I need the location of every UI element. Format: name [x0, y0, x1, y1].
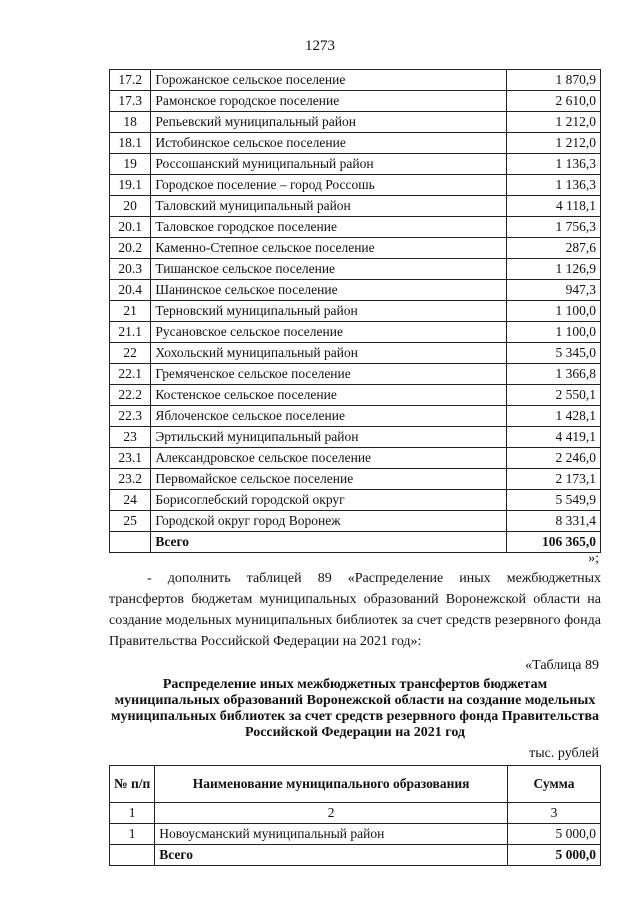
row-number: 20.3 — [110, 259, 151, 280]
row-name: Тишанское сельское поселение — [151, 259, 507, 280]
table-row — [110, 469, 601, 490]
row-name: Шанинское сельское поселение — [151, 280, 507, 301]
row-number: 17.3 — [110, 91, 151, 112]
row-value: 1 100,0 — [507, 301, 601, 322]
row-name: Борисоглебский городской округ — [151, 490, 507, 511]
page-number: 1273 — [305, 38, 335, 54]
table-row — [110, 238, 601, 259]
row-number: 23.2 — [110, 469, 151, 490]
row-value: 287,6 — [507, 238, 601, 259]
table-row — [110, 385, 601, 406]
row-number: 20 — [110, 196, 151, 217]
table-row — [110, 364, 601, 385]
end-quote: »; — [588, 551, 599, 566]
row-value: 5 549,9 — [507, 490, 601, 511]
row-value: 2 550,1 — [507, 385, 601, 406]
table-row — [110, 427, 601, 448]
table-row — [110, 70, 601, 91]
row-name: Терновский муниципальный район — [151, 301, 507, 322]
amendment-paragraph: - дополнить таблицей 89 «Распределение иных межбюджетных трансфертов бюджетам муниципальных образований Воронежской области на создание модельных муниципальных библиотек за счет средств резервного фонда Правительства Российской Федерации на 2021 год»: — [109, 571, 601, 649]
row-number: 18.1 — [110, 133, 151, 154]
header-num: № п/п — [110, 766, 155, 803]
row-value: 1 212,0 — [507, 133, 601, 154]
table-row — [110, 301, 601, 322]
row-name: Городской округ город Воронеж — [151, 511, 507, 532]
row-number: 25 — [110, 511, 151, 532]
table-row — [110, 154, 601, 175]
row-name: Горожанское сельское поселение — [151, 70, 507, 91]
row-value: 947,3 — [507, 280, 601, 301]
library-transfers-table — [109, 765, 601, 866]
row-number: 21.1 — [110, 322, 151, 343]
row-value: 1 366,8 — [507, 364, 601, 385]
table-row — [110, 217, 601, 238]
row-name: Таловское городское поселение — [151, 217, 507, 238]
row-name: Россошанский муниципальный район — [151, 154, 507, 175]
row-name: Таловский муниципальный район — [151, 196, 507, 217]
row-number: 22.3 — [110, 406, 151, 427]
header-name: Наименование муниципального образования — [155, 766, 508, 803]
row-value: 8 331,4 — [507, 511, 601, 532]
table-row — [110, 490, 601, 511]
row-value: 1 136,3 — [507, 175, 601, 196]
units-label: тыс. рублей — [529, 746, 599, 761]
row-value: 1 428,1 — [507, 406, 601, 427]
table-title: Распределение иных межбюджетных трансфертов бюджетам муниципальных образований Воронежской области на создание модельных муниципальных библиотек за счет средств резервного фонда Правительства Российской Федерации на 2021 год — [110, 677, 600, 740]
row-value: 1 870,9 — [507, 70, 601, 91]
row-value: 2 173,1 — [507, 469, 601, 490]
total-value: 106 365,0 — [507, 532, 601, 553]
table-row — [110, 112, 601, 133]
row-number: 19 — [110, 154, 151, 175]
row-name: Репьевский муниципальный район — [151, 112, 507, 133]
table-row — [110, 343, 601, 364]
index-row: 1 2 3 — [110, 803, 601, 824]
header-sum: Сумма — [508, 766, 601, 803]
table-row — [110, 448, 601, 469]
row-number: 23 — [110, 427, 151, 448]
row-value: 5 345,0 — [507, 343, 601, 364]
row-number: 22 — [110, 343, 151, 364]
row-value: 1 136,3 — [507, 154, 601, 175]
table-row: 1 Новоусманский муниципальный район 5 000,0 — [110, 824, 601, 845]
districts-table — [109, 69, 601, 553]
row-number: 22.1 — [110, 364, 151, 385]
total-row — [110, 532, 601, 553]
table-row — [110, 196, 601, 217]
row-name: Эртильский муниципальный район — [151, 427, 507, 448]
table-row — [110, 133, 601, 154]
row-value: 1 212,0 — [507, 112, 601, 133]
table-row — [110, 322, 601, 343]
row-name: Гремяченское сельское поселение — [151, 364, 507, 385]
row-name: Истобинское сельское поселение — [151, 133, 507, 154]
row-number: 20.2 — [110, 238, 151, 259]
row-name: Первомайское сельское поселение — [151, 469, 507, 490]
row-number: 23.1 — [110, 448, 151, 469]
row-value: 2 246,0 — [507, 448, 601, 469]
table-row — [110, 406, 601, 427]
row-number: 22.2 — [110, 385, 151, 406]
row-value: 2 610,0 — [507, 91, 601, 112]
row-value: 1 756,3 — [507, 217, 601, 238]
row-number: 19.1 — [110, 175, 151, 196]
row-name: Александровское сельское поселение — [151, 448, 507, 469]
row-value: 4 419,1 — [507, 427, 601, 448]
row-name: Рамонское городское поселение — [151, 91, 507, 112]
table-row — [110, 511, 601, 532]
row-number: 24 — [110, 490, 151, 511]
row-name: Каменно-Степное сельское поселение — [151, 238, 507, 259]
table-label: «Таблица 89 — [525, 658, 599, 673]
row-name: Русановское сельское поселение — [151, 322, 507, 343]
row-name: Городское поселение – город Россошь — [151, 175, 507, 196]
table-row — [110, 259, 601, 280]
row-value: 1 126,9 — [507, 259, 601, 280]
row-number: 17.2 — [110, 70, 151, 91]
row-name: Хохольский муниципальный район — [151, 343, 507, 364]
table-row — [110, 280, 601, 301]
row-number: 20.4 — [110, 280, 151, 301]
row-name: Яблоченское сельское поселение — [151, 406, 507, 427]
row-number: 21 — [110, 301, 151, 322]
total-row: Всего 5 000,0 — [110, 845, 601, 866]
row-number: 20.1 — [110, 217, 151, 238]
row-number: 18 — [110, 112, 151, 133]
header-row — [110, 766, 601, 803]
row-value: 1 100,0 — [507, 322, 601, 343]
row-value: 4 118,1 — [507, 196, 601, 217]
total-label: Всего — [151, 532, 507, 553]
table-row — [110, 175, 601, 196]
table-row — [110, 91, 601, 112]
row-name: Костенское сельское поселение — [151, 385, 507, 406]
